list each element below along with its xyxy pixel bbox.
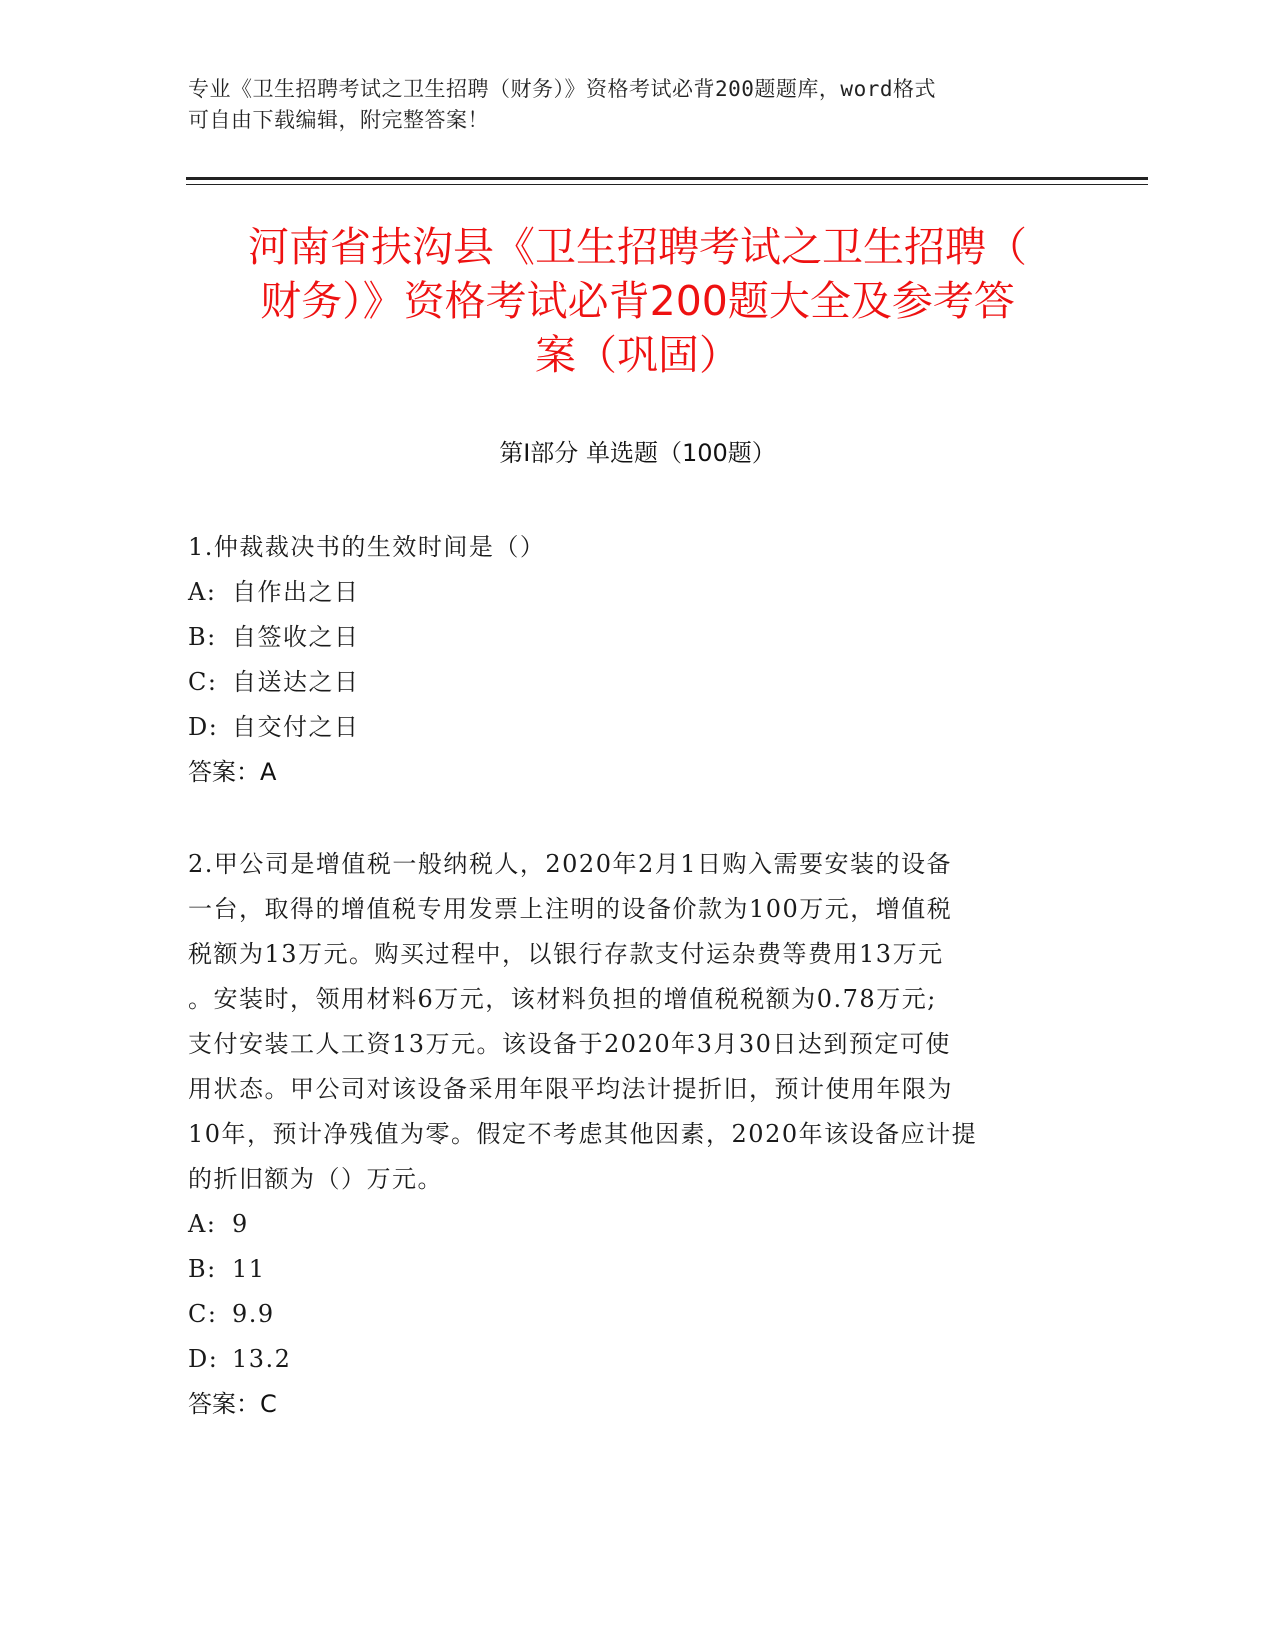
- option-key: A:: [188, 1210, 217, 1238]
- option-key: B:: [188, 1255, 217, 1283]
- title-line-1: 河南省扶沟县《卫生招聘考试之卫生招聘（: [248, 223, 1027, 271]
- option-key: D:: [188, 1345, 219, 1373]
- answer-line: 答案：C: [188, 1390, 277, 1418]
- option-text: 9: [232, 1210, 249, 1238]
- option-text: 11: [232, 1255, 266, 1283]
- option-key: C:: [188, 668, 218, 696]
- option-text: 9.9: [232, 1300, 275, 1328]
- option-d: [188, 1337, 1080, 1382]
- option-a: [188, 1202, 1080, 1247]
- option-c: [188, 660, 1080, 705]
- header-rule-thin: [186, 184, 1148, 185]
- intro-line-2: 可自由下载编辑，附完整答案！: [188, 108, 489, 132]
- title-line-3: 案（巩固）: [535, 331, 740, 379]
- option-text: 自交付之日: [232, 713, 360, 741]
- option-b: [188, 615, 1080, 660]
- intro-line-1: 专业《卫生招聘考试之卫生招聘（财务）》资格考试必背200题题库，word格式: [188, 77, 936, 101]
- option-text: 自送达之日: [232, 668, 360, 696]
- option-c: [188, 1292, 1080, 1337]
- section-heading: 第Ⅰ部分 单选题（100题）: [499, 439, 776, 467]
- question-stem-line: 税额为13万元。购买过程中，以银行存款支付运杂费等费用13万元: [188, 940, 944, 968]
- option-key: C:: [188, 1300, 218, 1328]
- question-stem-line: 10年，预计净残值为零。假定不考虑其他因素，2020年该设备应计提: [188, 1120, 978, 1148]
- answer-line: 答案：A: [188, 758, 277, 786]
- document-title: [170, 220, 1105, 382]
- question-stem-line: 。安装时，领用材料6万元，该材料负担的增值税税额为0.78万元;: [188, 985, 937, 1013]
- option-key: D:: [188, 713, 219, 741]
- option-a: [188, 570, 1080, 615]
- question-stem-line: 用状态。甲公司对该设备采用年限平均法计提折旧，预计使用年限为: [188, 1075, 953, 1103]
- option-key: A:: [188, 578, 217, 606]
- intro-text: [188, 74, 1078, 136]
- question-stem-line: 一台，取得的增值税专用发票上注明的设备价款为100万元，增值税: [188, 895, 953, 923]
- question-2: [188, 842, 1080, 1427]
- option-b: [188, 1247, 1080, 1292]
- header-rule-thick: [186, 177, 1148, 180]
- question-stem: 1.仲裁裁决书的生效时间是（）: [188, 533, 546, 561]
- question-stem-line: 的折旧额为（）万元。: [188, 1165, 443, 1193]
- option-d: [188, 705, 1080, 750]
- option-text: 自签收之日: [232, 623, 360, 651]
- option-text: 自作出之日: [232, 578, 360, 606]
- question-1: [188, 525, 1080, 795]
- option-key: B:: [188, 623, 217, 651]
- question-stem-line: 2.甲公司是增值税一般纳税人，2020年2月1日购入需要安装的设备: [188, 850, 953, 878]
- question-stem-line: 支付安装工人工资13万元。该设备于2020年3月30日达到预定可使: [188, 1030, 951, 1058]
- option-text: 13.2: [232, 1345, 292, 1373]
- title-line-2: 财务）》资格考试必背200题大全及参考答: [260, 277, 1015, 325]
